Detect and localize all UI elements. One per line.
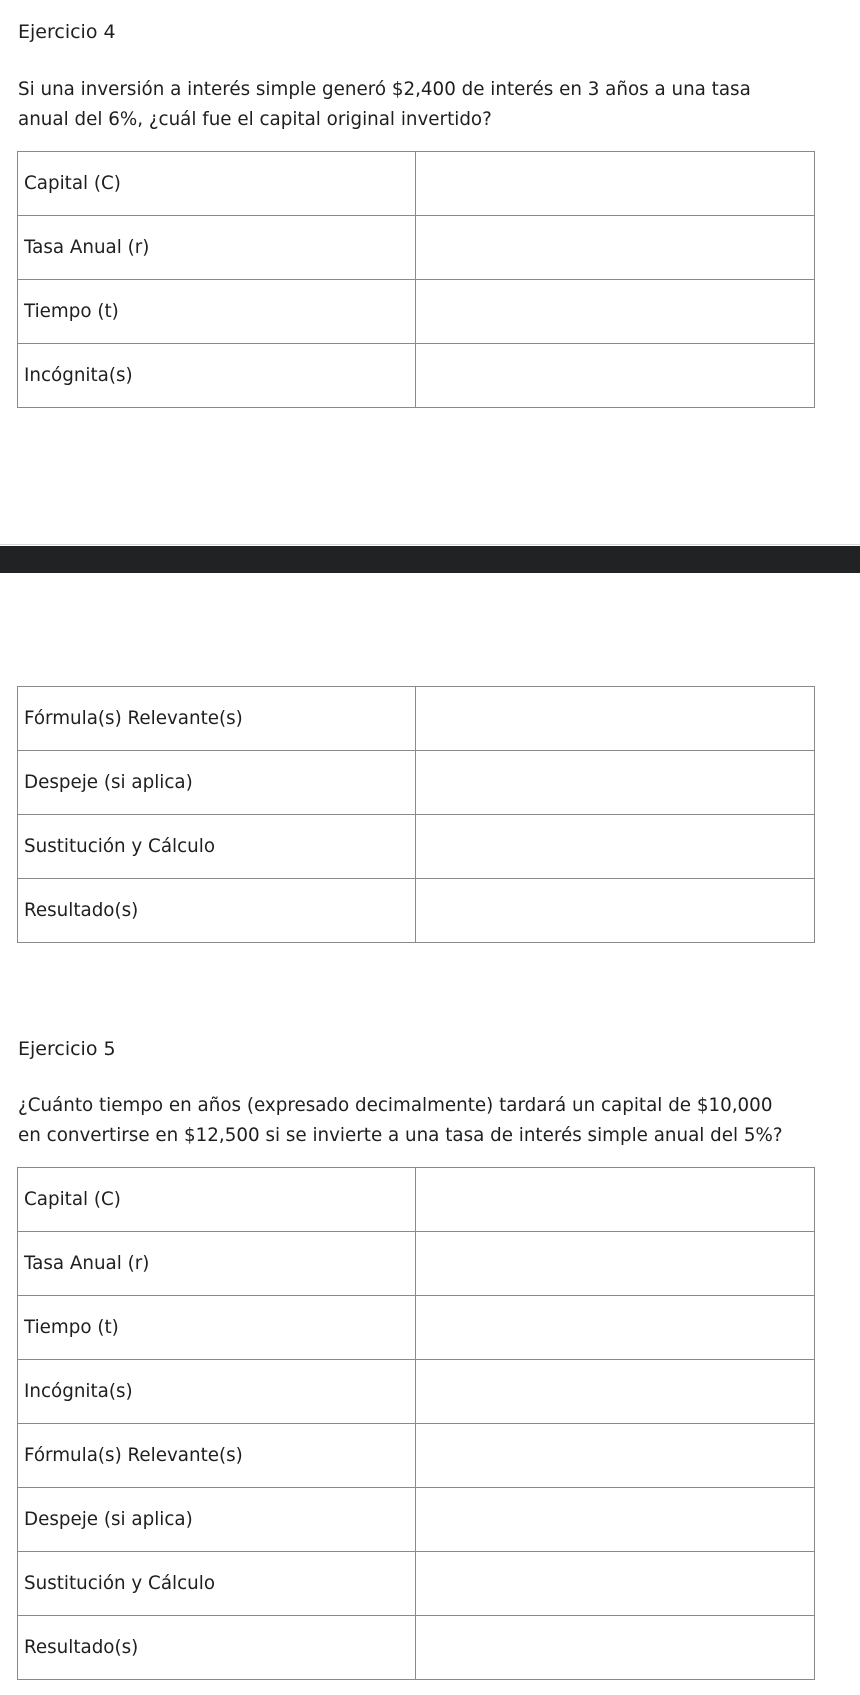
table-row — [18, 280, 815, 344]
table-row — [18, 1360, 815, 1424]
page-edge-line — [0, 544, 860, 545]
table-row — [18, 152, 815, 216]
table-row — [18, 815, 815, 879]
exercise-4-heading: Ejercicio 4 — [18, 21, 116, 43]
table-row — [18, 687, 815, 751]
exercise-4-problem — [18, 75, 838, 135]
answer-cell-resultado[interactable] — [416, 879, 815, 943]
row-label-tasa-anual: Tasa Anual (r) — [18, 216, 416, 280]
table-row — [18, 1296, 815, 1360]
row-label-despeje: Despeje (si aplica) — [18, 751, 416, 815]
exercise-5-table — [17, 1167, 815, 1680]
table-row — [18, 1424, 815, 1488]
row-label-despeje: Despeje (si aplica) — [18, 1488, 416, 1552]
answer-cell-formula[interactable] — [416, 1424, 815, 1488]
table-row — [18, 1168, 815, 1232]
answer-cell-capital[interactable] — [416, 152, 815, 216]
problem-line: en convertirse en $12,500 si se invierte a una tasa de interés simple anual del 5%? — [18, 1125, 783, 1146]
problem-line: anual del 6%, ¿cuál fue el capital original invertido? — [18, 109, 492, 130]
exercise-5-problem — [18, 1091, 838, 1151]
answer-cell-tasa-anual[interactable] — [416, 1232, 815, 1296]
table-row — [18, 1616, 815, 1680]
exercise-4-solution-table — [17, 686, 815, 943]
row-label-formula: Fórmula(s) Relevante(s) — [18, 687, 416, 751]
row-label-resultado: Resultado(s) — [18, 879, 416, 943]
answer-cell-tasa-anual[interactable] — [416, 216, 815, 280]
row-label-tiempo: Tiempo (t) — [18, 280, 416, 344]
row-label-resultado: Resultado(s) — [18, 1616, 416, 1680]
page-break-bar — [0, 546, 860, 573]
answer-cell-incognita[interactable] — [416, 1360, 815, 1424]
answer-cell-tiempo[interactable] — [416, 280, 815, 344]
row-label-sustitucion: Sustitución y Cálculo — [18, 815, 416, 879]
table-row — [18, 216, 815, 280]
table-row — [18, 1232, 815, 1296]
row-label-sustitucion: Sustitución y Cálculo — [18, 1552, 416, 1616]
answer-cell-formula[interactable] — [416, 687, 815, 751]
answer-cell-resultado[interactable] — [416, 1616, 815, 1680]
answer-cell-capital[interactable] — [416, 1168, 815, 1232]
table-row — [18, 1488, 815, 1552]
table-row — [18, 751, 815, 815]
row-label-incognita: Incógnita(s) — [18, 1360, 416, 1424]
exercise-5-heading: Ejercicio 5 — [18, 1038, 116, 1060]
answer-cell-sustitucion[interactable] — [416, 1552, 815, 1616]
problem-line: ¿Cuánto tiempo en años (expresado decimalmente) tardará un capital de $10,000 — [18, 1095, 773, 1116]
exercise-4-data-table — [17, 151, 815, 408]
answer-cell-despeje[interactable] — [416, 751, 815, 815]
row-label-capital: Capital (C) — [18, 152, 416, 216]
table-row — [18, 879, 815, 943]
row-label-incognita: Incógnita(s) — [18, 344, 416, 408]
row-label-tasa-anual: Tasa Anual (r) — [18, 1232, 416, 1296]
answer-cell-sustitucion[interactable] — [416, 815, 815, 879]
answer-cell-tiempo[interactable] — [416, 1296, 815, 1360]
answer-cell-incognita[interactable] — [416, 344, 815, 408]
problem-line: Si una inversión a interés simple generó $2,400 de interés en 3 años a una tasa — [18, 79, 751, 100]
table-row — [18, 344, 815, 408]
answer-cell-despeje[interactable] — [416, 1488, 815, 1552]
row-label-formula: Fórmula(s) Relevante(s) — [18, 1424, 416, 1488]
table-row — [18, 1552, 815, 1616]
row-label-tiempo: Tiempo (t) — [18, 1296, 416, 1360]
row-label-capital: Capital (C) — [18, 1168, 416, 1232]
